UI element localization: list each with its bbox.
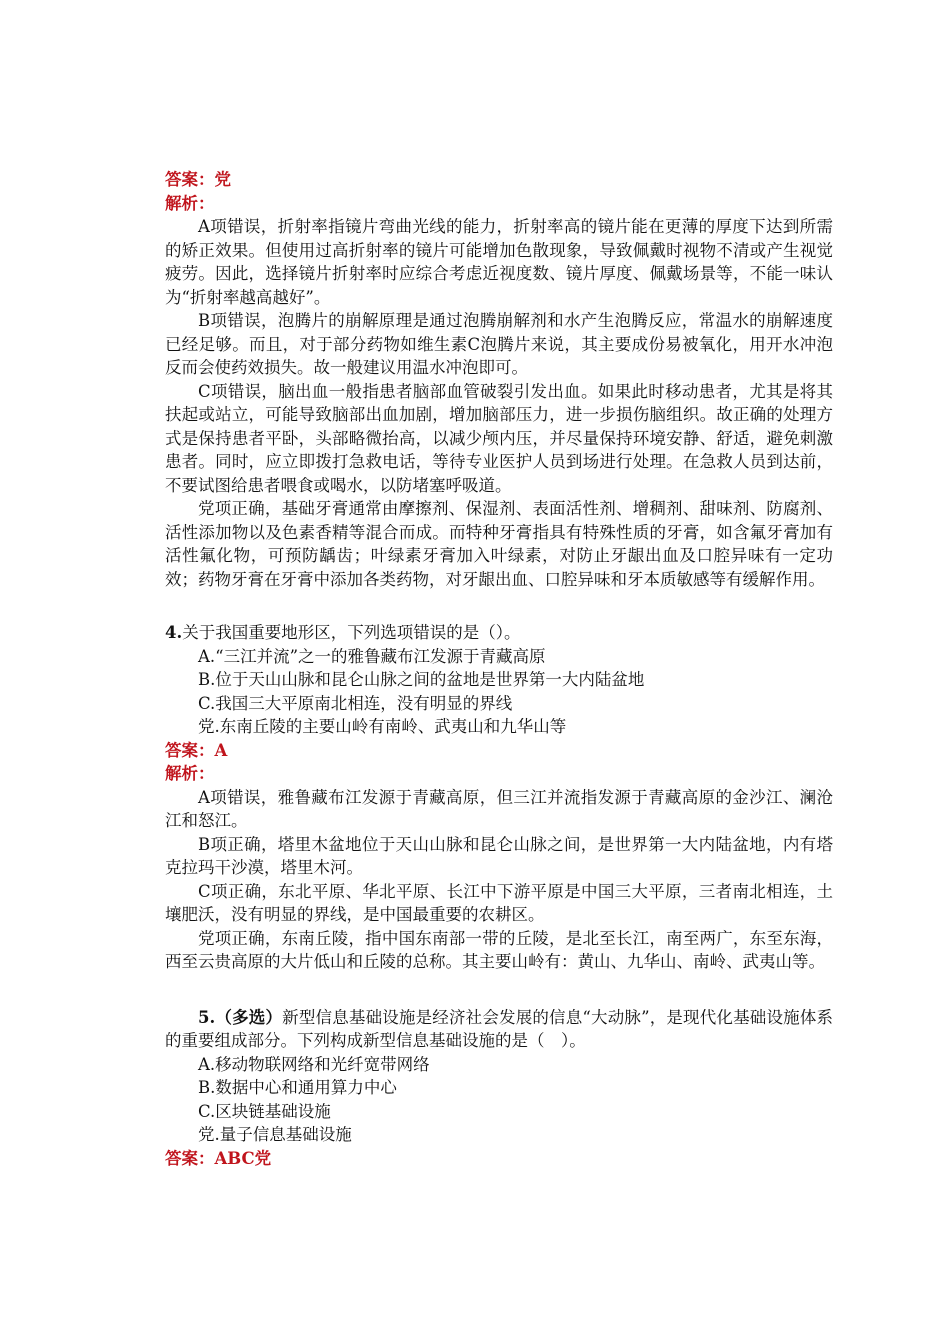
q4-option-d: 党.东南丘陵的主要山岭有南岭、武夷山和九华山等 [198, 717, 567, 736]
q3-analysis-paragraph: 党项正确，基础牙膏通常由摩擦剂、保湿剂、表面活性剂、增稠剂、甜味剂、防腐剂、活性添加物以及色素香精等混合而成。而特种牙膏指具有特殊性质的牙膏，如含氟牙膏加有活性氟化物，可预防龋齿；叶绿素牙膏加入叶绿素，对防止牙龈出血及口腔异味有一定功效；药物牙膏在牙膏中添加各类药物，对牙龈出血、口腔异味和牙本质敏感等有缓解作用。 [165, 499, 833, 589]
q5-stem-text: 新型信息基础设施是经济社会发展的信息“大动脉”，是现代化基础设施体系的重要组成部分。下列构成新型信息基础设施的是（ ）。 [165, 1007, 834, 1050]
q5-stem [165, 1006, 833, 1053]
q3-analysis-paragraph: A项错误，折射率指镜片弯曲光线的能力，折射率高的镜片能在更薄的厚度下达到所需的矫正效果。但使用过高折射率的镜片可能增加色散现象，导致佩戴时视物不清或产生视觉疲劳。因此，选择镜片折射率时应综合考虑近视度数、镜片厚度、佩戴场景等，不能一味认为“折射率越高越好”。 [165, 217, 833, 307]
q4-number: 4. [165, 623, 183, 642]
q4-analysis-paragraph: C项正确，东北平原、华北平原、长江中下游平原是中国三大平原，三者南北相连，土壤肥沃，没有明显的界线，是中国最重要的农耕区。 [165, 881, 833, 924]
q4-answer: 答案：A [165, 740, 228, 760]
q3-analysis-paragraph: C项错误，脑出血一般指患者脑部血管破裂引发出血。如果此时移动患者，尤其是将其扶起或站立，可能导致脑部出血加剧，增加脑部压力，进一步损伤脑组织。故正确的处理方式是保持患者平卧，头部略微抬高，以减少颅内压，并尽量保持环境安静、舒适，避免刺激患者。同时，应立即拨打急救电话，等待专业医护人员到场进行处理。在急救人员到达前，不要试图给患者喂食或喝水，以防堵塞呼吸道。 [165, 381, 833, 495]
q5-option-a: A.移动物联网络和光纤宽带网络 [198, 1054, 430, 1074]
q5-option-d: 党.量子信息基础设施 [198, 1125, 352, 1144]
q3-analysis-paragraph: B项错误，泡腾片的崩解原理是通过泡腾崩解剂和水产生泡腾反应，常温水的崩解速度已经足够。而且，对于部分药物如维生素C泡腾片来说，其主要成份易被氧化，用开水冲泡反而会使药效损失。故一般建议用温水冲泡即可。 [165, 311, 833, 377]
q4-option-a: A.“三江并流”之一的雅鲁藏布江发源于青藏高原 [198, 646, 546, 666]
q5-answer: 答案：ABC党 [165, 1148, 272, 1168]
q4-analysis-paragraph: 党项正确，东南丘陵，指中国东南部一带的丘陵，是北至长江，南至两广，东至东海，西至云贵高原的大片低山和丘陵的总称。其主要山岭有：黄山、九华山、南岭、武夷山等。 [165, 928, 833, 971]
q4-analysis-label: 解析： [165, 764, 215, 783]
question-content [165, 168, 833, 1170]
q4-analysis-paragraph: A项错误，雅鲁藏布江发源于青藏高原，但三江并流指发源于青藏高原的金沙江、澜沧江和怒江。 [165, 787, 833, 830]
q5-number: 5. [198, 1007, 216, 1027]
q3-analysis-label: 解析： [165, 193, 215, 213]
q5-option-b: B.数据中心和通用算力中心 [198, 1078, 397, 1097]
q4-option-c: C.我国三大平原南北相连，没有明显的界线 [198, 693, 513, 713]
q4-stem-text: 关于我国重要地形区，下列选项错误的是（）。 [182, 623, 521, 642]
q4-analysis-paragraph: B项正确，塔里木盆地位于天山山脉和昆仑山脉之间，是世界第一大内陆盆地，内有塔克拉玛干沙漠，塔里木河。 [165, 834, 833, 877]
q3-answer: 答案：党 [165, 170, 231, 189]
q4-option-b: B.位于天山山脉和昆仑山脉之间的盆地是世界第一大内陆盆地 [198, 670, 645, 689]
q4-stem [165, 621, 833, 645]
q5-tag: （多选） [215, 1007, 283, 1027]
q5-option-c: C.区块链基础设施 [198, 1101, 331, 1121]
